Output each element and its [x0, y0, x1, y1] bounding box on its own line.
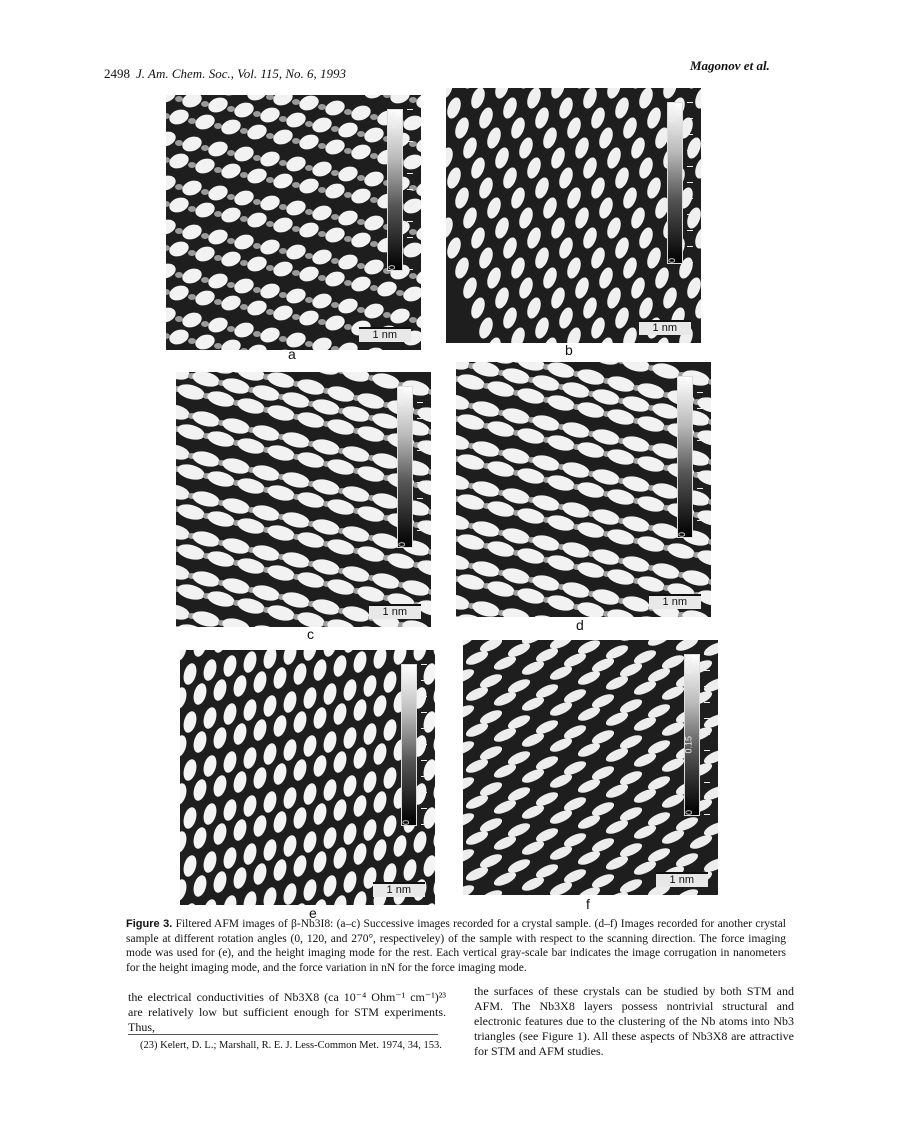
scale-tick: [697, 456, 703, 457]
scale-tick: [407, 173, 413, 174]
afm-panel-e: [180, 650, 435, 905]
nm-scale-a: 1 nm: [359, 327, 411, 342]
grayscale-ticks-a: [407, 109, 413, 269]
afm-texture-d: [456, 362, 711, 617]
scale-tick: [704, 750, 710, 751]
scale-tick: [687, 102, 693, 103]
scale-tick: [704, 670, 710, 671]
afm-texture-f: [463, 640, 718, 895]
scale-tick: [421, 712, 427, 713]
nm-scale-b: 1 nm: [639, 320, 691, 335]
caption-text: Filtered AFM images of β-Nb3I8: (a–c) Successive images recorded for a crystal sample. (d–f) Images recorded for another crystal sample at different rotation angles (0, 120, and 270°, respectiveley) of the sample with respect to the scanning direction. The force imaging mode was used for (e), and the height imaging mode for the rest. Each vertical gray-scale bar indicates the image corrugation in nanometers for the height imaging mode, and the force variation in nN for the force imaging mode.: [126, 918, 787, 974]
grayscale-ticks-f: [704, 654, 710, 814]
scale-tick: [407, 109, 413, 110]
scale-tick: [687, 214, 693, 215]
scale-tick: [704, 718, 710, 719]
scale-tick: [417, 466, 423, 467]
panel-letter-c: c: [307, 626, 314, 642]
scale-tick: [417, 546, 423, 547]
scale-bottom-f: 0: [684, 810, 694, 816]
afm-texture-e: [180, 650, 435, 905]
afm-image-d: [456, 362, 711, 617]
body-right-column: the surfaces of these crystals can be studied by both STM and AFM. The Nb3X8 layers possess nontrivial structural and electronic features due to the clustering of the Nb atoms into Nb3 triangles (see Figure 1). All these aspects of Nb3X8 are attractive for STM and AFM studies.: [474, 984, 794, 1058]
afm-texture-c: [176, 372, 431, 627]
grayscale-bar-b: [667, 102, 683, 264]
scale-tick: [407, 205, 413, 206]
grayscale-ticks-d: [697, 376, 703, 536]
scale-tick: [704, 654, 710, 655]
scale-tick: [697, 376, 703, 377]
scale-tick: [687, 198, 693, 199]
scale-tick: [697, 520, 703, 521]
panel-letter-d: d: [576, 617, 584, 633]
scale-top-c: 0.64: [397, 388, 407, 406]
running-header-authors: Magonov et al.: [690, 58, 770, 73]
scale-tick: [417, 498, 423, 499]
scale-tick: [417, 530, 423, 531]
grayscale-bar-e: [401, 664, 417, 826]
afm-image-f: [463, 640, 718, 895]
scale-tick: [697, 504, 703, 505]
grayscale-ticks-b: [687, 102, 693, 262]
scale-tick: [687, 166, 693, 167]
scale-tick: [407, 237, 413, 238]
footnote: (23) Kelert, D. L.; Marshall, R. E. J. Less-Common Met. 1974, 34, 153.: [140, 1040, 442, 1051]
afm-texture-b: [446, 88, 701, 343]
nm-scale-f: 1 nm: [656, 872, 708, 887]
panel-letter-f: f: [586, 896, 590, 912]
grayscale-bar-f: [684, 654, 700, 816]
scale-tick: [704, 686, 710, 687]
afm-panel-b: [446, 88, 701, 343]
scale-top-e: 3.0: [401, 666, 411, 679]
scale-tick: [421, 664, 427, 665]
scale-tick: [697, 488, 703, 489]
afm-image-c: [176, 372, 431, 627]
footnote-rule: [128, 1034, 438, 1035]
grayscale-ticks-c: [417, 386, 423, 546]
panel-letter-b: b: [565, 342, 573, 358]
afm-panel-d: [456, 362, 711, 617]
afm-panel-a: [166, 95, 421, 350]
scale-tick: [407, 253, 413, 254]
scale-tick: [697, 408, 703, 409]
afm-image-b: [446, 88, 701, 343]
grayscale-ticks-e: [421, 664, 427, 824]
scale-tick: [407, 157, 413, 158]
scale-tick: [417, 386, 423, 387]
scale-tick: [421, 824, 427, 825]
afm-texture-a: [166, 95, 421, 350]
scale-tick: [421, 728, 427, 729]
scale-tick: [421, 808, 427, 809]
scale-tick: [417, 434, 423, 435]
scale-tick: [687, 150, 693, 151]
scale-tick: [697, 472, 703, 473]
scale-tick: [697, 440, 703, 441]
afm-image-e: [180, 650, 435, 905]
scale-tick: [407, 189, 413, 190]
scale-top-f: 0.30: [684, 656, 694, 674]
scale-tick: [407, 221, 413, 222]
scale-bottom-b: 0: [667, 258, 677, 264]
scale-tick: [421, 760, 427, 761]
scale-tick: [417, 402, 423, 403]
figure-caption: [126, 917, 786, 975]
running-header-left: [104, 66, 346, 82]
scale-tick: [687, 246, 693, 247]
scale-tick: [704, 702, 710, 703]
scale-tick: [407, 269, 413, 270]
panel-letter-e: e: [309, 905, 317, 921]
scale-tick: [421, 696, 427, 697]
scale-bottom-d: 0: [677, 532, 687, 538]
scale-tick: [417, 450, 423, 451]
scale-tick: [697, 424, 703, 425]
scale-mid-f: 0.15: [684, 736, 694, 754]
scale-tick: [687, 118, 693, 119]
scale-bottom-c: 0: [397, 542, 407, 548]
afm-panel-f: [463, 640, 718, 895]
caption-label: Figure 3.: [126, 918, 173, 930]
body-left-column: the electrical conductivities of Nb3X8 (ca 10⁻⁴ Ohm⁻¹ cm⁻¹)²³ are relatively low but sufficient enough for STM experiments. Thus,: [128, 990, 446, 1034]
scale-tick: [421, 792, 427, 793]
grayscale-bar-d: [677, 376, 693, 538]
scale-tick: [421, 680, 427, 681]
scale-bottom-a: 0: [387, 265, 397, 271]
panel-letter-a: a: [288, 346, 296, 362]
scale-tick: [704, 798, 710, 799]
afm-panel-c: [176, 372, 431, 627]
scale-tick: [687, 262, 693, 263]
scale-tick: [421, 776, 427, 777]
scale-top-b: 0.50: [667, 104, 677, 122]
scale-tick: [417, 482, 423, 483]
afm-image-a: [166, 95, 421, 350]
scale-tick: [687, 182, 693, 183]
scale-tick: [417, 418, 423, 419]
nm-scale-e: 1 nm: [373, 882, 425, 897]
scale-tick: [704, 766, 710, 767]
scale-tick: [417, 514, 423, 515]
scale-tick: [407, 141, 413, 142]
scale-tick: [687, 230, 693, 231]
scale-tick: [704, 782, 710, 783]
scale-top-a: 0.40: [387, 111, 397, 129]
journal-citation: J. Am. Chem. Soc., Vol. 115, No. 6, 1993: [136, 66, 347, 81]
scale-tick: [687, 134, 693, 135]
scale-bottom-e: 0: [401, 820, 411, 826]
nm-scale-c: 1 nm: [369, 604, 421, 619]
scale-tick: [421, 744, 427, 745]
grayscale-bar-a: [387, 109, 403, 271]
scale-top-d: 1.0: [677, 378, 687, 391]
grayscale-bar-c: [397, 386, 413, 548]
nm-scale-d: 1 nm: [649, 594, 701, 609]
scale-tick: [697, 392, 703, 393]
scale-tick: [407, 125, 413, 126]
scale-tick: [697, 536, 703, 537]
scale-tick: [704, 734, 710, 735]
page-number: 2498: [104, 66, 130, 81]
scale-tick: [704, 814, 710, 815]
